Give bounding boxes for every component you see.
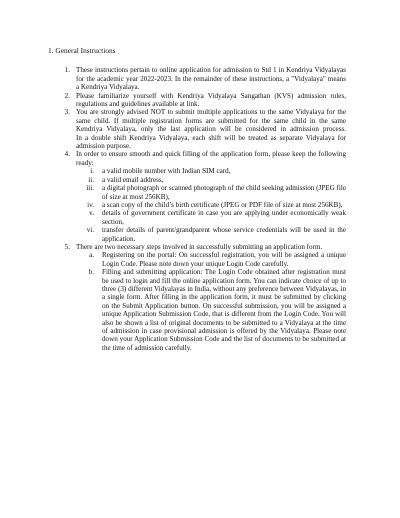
sub-text: a scan copy of the child’s birth certificate (JPEG or PDF file of size at most 256KB),	[102, 200, 343, 209]
sublist-item	[76, 226, 346, 243]
sub-number: vi.	[86, 226, 94, 235]
item-text: These instructions pertain to online application for admission to Std 1 in Kendriya Vidyalayas for the academic year 2022-2023. In the remainder of these instructions, a "Vidyalaya" means a Kendriya Vidyalaya.	[76, 66, 346, 92]
list-item	[48, 108, 346, 150]
list-item	[48, 243, 346, 352]
item-number: 2.	[64, 91, 70, 100]
item-text: Please familiarize yourself with Kendriya Vidyalaya Sangathan (KVS) admission rules, regulations and guidelines available at link.	[76, 91, 346, 109]
sub-number: b.	[88, 268, 94, 277]
instruction-list	[48, 66, 346, 352]
sub-text: transfer details of parent/grandparent whose service credentials will be used in the application.	[102, 226, 346, 243]
sub-number: i.	[90, 167, 94, 176]
sublist-item	[76, 209, 346, 226]
item-number: 4.	[64, 150, 70, 159]
sub-number: a.	[89, 251, 94, 260]
sub-number: iii.	[86, 184, 94, 193]
sub-text: details of government certificate in case you are applying under economically weak section,	[102, 209, 346, 226]
sub-number: v.	[89, 209, 94, 218]
sub-text: a digital photograph or scanned photograph of the child seeking admission (JPEG file of size at most 256KB),	[102, 184, 346, 201]
sub-number: iv.	[87, 200, 94, 209]
list-item	[48, 66, 346, 91]
list-item	[48, 150, 346, 242]
item-text: There are two necessary steps involved in successfully submitting an application form.	[76, 242, 323, 251]
sub-number: ii.	[88, 175, 94, 184]
sub-text: a valid mobile number with Indian SIM card,	[102, 167, 231, 176]
sublist-item	[76, 176, 346, 184]
sublist-item	[76, 251, 346, 268]
sub-text: Filling and submitting application: The Login Code obtained after registration must be used to login and fill the online application form. You can indicate choice of up to three (3) different Vidyalayas in India, without any preference between Vidyalayas, in a single form. After filling in the application form, it must be submitted by clicking on the Submit Application button. On successful submission, you will be assigned a unique Application Submission Code, that is different from the Login Code. You will also be shown a list of original documents to be submitted to a Vidyalaya at the time of admission in case provisional admission is offered by the Vidyalaya. Please note down your Application Submission Code and the list of documents to be submitted at the time of admission carefully.	[102, 268, 346, 352]
item-text: In order to ensure smooth and quick filling of the application form, please keep the following ready:	[76, 150, 346, 167]
requirements-sublist	[76, 167, 346, 243]
sublist-item	[76, 201, 346, 209]
section-heading: 1. General Instructions	[48, 46, 116, 55]
list-item	[48, 92, 346, 109]
sublist-item	[76, 184, 346, 201]
steps-sublist	[76, 251, 346, 352]
item-number: 3.	[64, 108, 70, 117]
sub-text: a valid email address,	[102, 175, 164, 184]
item-text: You are strongly advised NOT to submit multiple applications to the same Vidyalaya for the same child. If multiple registration forms are submitted for the same child in the same Kendriya Vidyalaya, only the last application will be considered in admission process.	[76, 108, 346, 134]
sub-text: Registering on the portal: On successful registration, you will be assigned a unique Login Code. Please note down your unique Login Code carefully.	[102, 251, 346, 268]
sublist-item	[76, 268, 346, 352]
item-text-continued: In a double shift Kendriya Vidyalaya, each shift will be treated as separate Vidyalaya for admission purpose.	[76, 133, 346, 151]
item-number: 5.	[64, 242, 70, 251]
sublist-item	[76, 167, 346, 175]
item-number: 1.	[64, 66, 70, 75]
